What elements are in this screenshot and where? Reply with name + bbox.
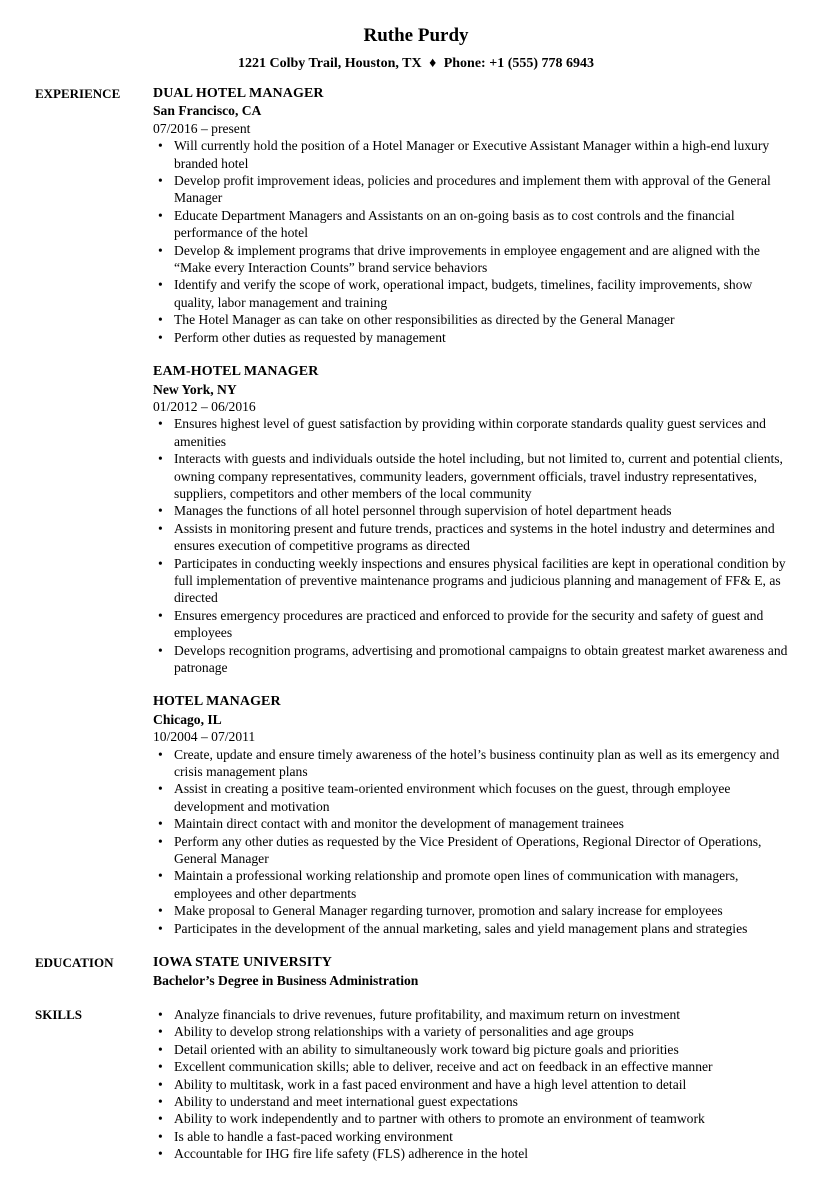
job-entry xyxy=(153,85,793,346)
bullet-icon: • xyxy=(158,1059,163,1075)
duty-item xyxy=(153,207,793,242)
bullet-icon: • xyxy=(158,1128,163,1144)
duty-item xyxy=(153,607,793,642)
job-location: San Francisco, CA xyxy=(153,103,262,119)
job-location: New York, NY xyxy=(153,381,237,397)
duty-text: Manages the functions of all hotel personnel through supervision of hotel department heads xyxy=(174,503,672,519)
bullet-icon: • xyxy=(158,816,163,832)
bullet-icon: • xyxy=(158,781,163,797)
contact-phone: Phone: +1 (555) 778 6943 xyxy=(443,56,595,71)
duty-item xyxy=(153,520,793,555)
duty-text: The Hotel Manager as can take on other responsibilities as directed by the General Manager xyxy=(174,312,675,328)
bullet-icon: • xyxy=(158,1146,163,1162)
duty-text: Develops recognition programs, advertising and promotional campaigns to obtain greatest market awareness and patronage xyxy=(174,642,788,675)
contact-line xyxy=(0,55,832,73)
resume-header xyxy=(0,0,832,73)
duty-text: Perform any other duties as requested by the Vice President of Operations, Regional Director of Operations, General Manager xyxy=(174,833,762,867)
bullet-icon: • xyxy=(158,242,163,258)
duty-text: Assists in monitoring present and future trends, practices and systems in the hotel industry and determines and ensures execution of competitive programs as directed xyxy=(174,520,775,554)
contact-address: 1221 Colby Trail, Houston, TX xyxy=(237,56,422,71)
duty-text: Ensures highest level of guest satisfaction by providing within corporate standards quality guest services and amenities xyxy=(174,416,766,449)
duty-text: Develop & implement programs that drive improvements in employee engagement and are aligned with the “Make every Interaction Counts” brand service behaviors xyxy=(174,242,760,276)
duty-item xyxy=(153,172,793,207)
bullet-icon: • xyxy=(158,138,163,154)
school-name: IOWA STATE UNIVERSITY xyxy=(153,955,332,971)
job-entry xyxy=(153,693,793,937)
education-section xyxy=(0,954,832,989)
bullet-icon: • xyxy=(158,1093,163,1109)
bullet-icon: • xyxy=(158,1041,163,1057)
bullet-icon: • xyxy=(158,903,163,919)
bullet-icon: • xyxy=(158,642,163,658)
bullet-icon: • xyxy=(158,312,163,328)
bullet-icon: • xyxy=(158,746,163,762)
duty-text: Perform other duties as requested by management xyxy=(174,329,446,345)
contact-separator: ♦ xyxy=(429,56,437,71)
skills-section xyxy=(0,1006,832,1163)
experience-list xyxy=(153,85,793,937)
duty-item xyxy=(153,920,793,937)
skill-item xyxy=(153,1023,793,1040)
skill-item xyxy=(153,1145,793,1162)
bullet-icon: • xyxy=(158,868,163,884)
education-entry xyxy=(153,954,793,989)
duty-text: Develop profit improvement ideas, policies and procedures and implement them with approval of the General Manager xyxy=(174,173,771,206)
bullet-icon: • xyxy=(158,503,163,519)
degree: Bachelor’s Degree in Business Administration xyxy=(153,972,419,988)
bullet-icon: • xyxy=(158,607,163,623)
bullet-icon: • xyxy=(158,173,163,189)
bullet-icon: • xyxy=(158,277,163,293)
duty-item xyxy=(153,867,793,902)
duty-text: Maintain a professional working relationship and promote open lines of communication with managers, employees and other departments xyxy=(174,868,739,901)
skills-bullets xyxy=(153,1006,793,1163)
duty-item xyxy=(153,502,793,519)
bullet-icon: • xyxy=(158,555,163,571)
job-title: DUAL HOTEL MANAGER xyxy=(153,86,324,101)
duty-item xyxy=(153,276,793,311)
section-label-education: EDUCATION xyxy=(35,955,114,971)
duty-item xyxy=(153,311,793,328)
bullet-icon: • xyxy=(158,920,163,936)
duty-text: Ensures emergency procedures are practiced and enforced to provide for the security and safety of guest and employees xyxy=(174,607,764,641)
duty-text: Interacts with guests and individuals outside the hotel including, but not limited to, current and potential clients, owning company representatives, community leaders, government officials, travel industry representatives, suppliers, competitors and other members of the local community xyxy=(174,451,783,501)
skill-text: Ability to understand and meet international guest expectations xyxy=(174,1093,518,1109)
duty-item xyxy=(153,450,793,502)
skill-item xyxy=(153,1128,793,1145)
skill-text: Ability to develop strong relationships with a variety of personalities and age groups xyxy=(174,1024,634,1040)
bullet-icon: • xyxy=(158,1111,163,1127)
job-dates: 10/2004 – 07/2011 xyxy=(153,729,256,745)
job-title: EAM-HOTEL MANAGER xyxy=(153,364,319,380)
skill-text: Analyze financials to drive revenues, future profitability, and maximum return on investment xyxy=(174,1006,681,1022)
duty-item xyxy=(153,833,793,868)
duty-text: Will currently hold the position of a Hotel Manager or Executive Assistant Manager within a high-end luxury branded hotel xyxy=(174,138,770,171)
duty-text: Educate Department Managers and Assistants on an on-going basis as to cost controls and the financial performance of the hotel xyxy=(174,207,735,241)
duty-text: Identify and verify the scope of work, operational impact, budgets, timelines, facility improvements, show quality, labor management and training xyxy=(174,277,753,310)
bullet-icon: • xyxy=(158,329,163,345)
bullet-icon: • xyxy=(158,207,163,223)
skill-item xyxy=(153,1076,793,1093)
skill-text: Ability to multitask, work in a fast paced environment and have a high level attention to detail xyxy=(174,1076,687,1092)
bullet-icon: • xyxy=(158,833,163,849)
job-duties xyxy=(153,415,793,676)
job-duties xyxy=(153,746,793,937)
bullet-icon: • xyxy=(158,451,163,467)
skills-list xyxy=(153,1006,793,1163)
bullet-icon: • xyxy=(158,520,163,536)
section-label-skills: SKILLS xyxy=(35,1006,82,1022)
duty-text: Create, update and ensure timely awareness of the hotel’s business continuity plan as well as its emergency and crisis management plans xyxy=(174,746,780,780)
duty-text: Participates in conducting weekly inspections and ensures physical facilities are kept in operational condition by full implementation of preventive maintenance programs and judicious planning and management of FF& E, as directed xyxy=(174,555,786,606)
job-dates: 07/2016 – present xyxy=(153,120,251,136)
skill-text: Excellent communication skills; able to deliver, receive and act on feedback in an effective manner xyxy=(174,1059,713,1075)
skill-text: Is able to handle a fast-paced working environment xyxy=(174,1128,453,1144)
job-location: Chicago, IL xyxy=(153,711,222,727)
job-dates: 01/2012 – 06/2016 xyxy=(153,398,256,414)
duty-item xyxy=(153,780,793,815)
bullet-icon: • xyxy=(158,1024,163,1040)
skill-text: Detail oriented with an ability to simultaneously work toward big picture goals and priorities xyxy=(174,1041,679,1057)
duty-text: Participates in the development of the annual marketing, sales and yield management plans and strategies xyxy=(174,920,748,936)
duty-text: Assist in creating a positive team-oriented environment which focuses on the guest, through employee development and motivation xyxy=(174,781,731,814)
duty-item xyxy=(153,902,793,919)
duty-item xyxy=(153,137,793,172)
skill-item xyxy=(153,1093,793,1110)
bullet-icon: • xyxy=(158,1006,163,1022)
experience-section xyxy=(0,85,832,937)
skill-text: Accountable for IHG fire life safety (FLS) adherence in the hotel xyxy=(174,1146,529,1162)
job-duties xyxy=(153,137,793,346)
duty-item xyxy=(153,329,793,346)
duty-item xyxy=(153,815,793,832)
skill-item xyxy=(153,1041,793,1058)
skill-text: Ability to work independently and to partner with others to promote an environment of teamwork xyxy=(174,1111,705,1127)
bullet-icon: • xyxy=(158,416,163,432)
duty-text: Make proposal to General Manager regarding turnover, promotion and salary increase for employees xyxy=(174,903,723,919)
duty-item xyxy=(153,746,793,781)
duty-item xyxy=(153,555,793,607)
job-title: HOTEL MANAGER xyxy=(153,694,281,710)
skill-item xyxy=(153,1110,793,1127)
skill-item xyxy=(153,1006,793,1023)
job-entry xyxy=(153,363,793,676)
duty-item xyxy=(153,242,793,277)
bullet-icon: • xyxy=(158,1076,163,1092)
duty-text: Maintain direct contact with and monitor the development of management trainees xyxy=(174,816,624,832)
duty-item xyxy=(153,415,793,450)
duty-item xyxy=(153,642,793,677)
candidate-name: Ruthe Purdy xyxy=(363,25,469,46)
skill-item xyxy=(153,1058,793,1075)
section-label-experience: EXPERIENCE xyxy=(35,86,121,101)
